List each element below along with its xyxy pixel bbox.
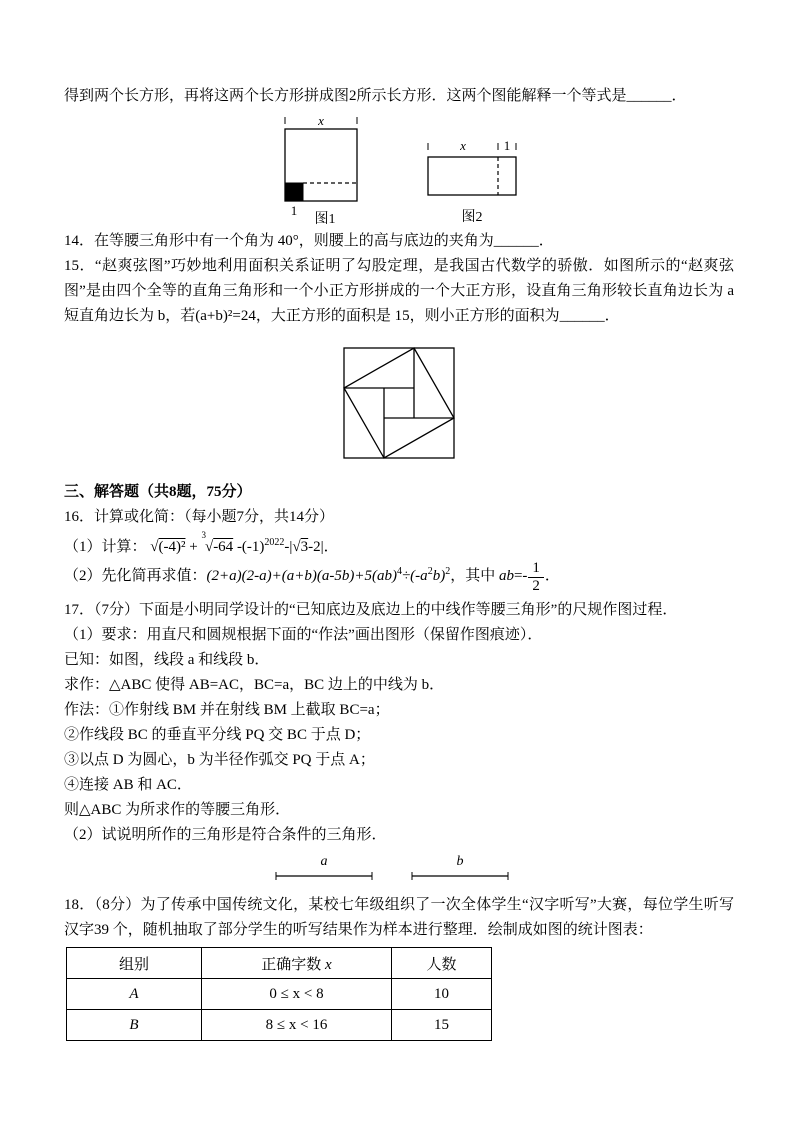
cube-root-radical: $^3$√-64 — [201, 530, 234, 555]
header-range-variable: x — [325, 956, 332, 973]
exponent-4: 4 — [396, 566, 402, 577]
fig2-x-label: x — [460, 138, 466, 153]
fraction-one-half: $\frac{1}{2}$ — [528, 561, 544, 594]
cell-count-b: 15 — [392, 1010, 492, 1041]
figure-2-caption: 图2 — [461, 210, 483, 225]
table-header-row — [67, 948, 492, 979]
figure-2-diagram — [418, 137, 523, 225]
exponent-2022: 2022 — [264, 537, 285, 548]
sqrt-radical-1: √(-4)² — [150, 539, 186, 555]
q17-line-4: 求作：△ABC 使得 AB=AC，BC=a，BC 边上的中线为 b． — [64, 677, 445, 693]
expr-middle: -(-1) — [236, 539, 265, 555]
figure-1-diagram — [275, 113, 370, 225]
expr-end: -2|． — [308, 539, 339, 555]
fig1-x-label: x — [318, 113, 324, 128]
fig2-1-label: 1 — [503, 138, 511, 153]
question-14-text: 14．在等腰三角形中有一个角为 40°，则腰上的高与底边的夹角为______． — [64, 233, 554, 249]
q17-line-10: （2）试说明所作的三角形是符合条件的三角形． — [64, 827, 387, 843]
segment-a-label: a — [320, 854, 328, 869]
q16-part2-label: （2）先化简再求值： — [64, 568, 207, 584]
cell-range-a: 0 ≤ x < 8 — [202, 979, 392, 1010]
q17-line-9: 则△ABC 为所求作的等腰三角形． — [64, 802, 291, 818]
question-15-text: 15．“赵爽弦图”巧妙地利用面积关系证明了勾股定理，是我国古代数学的骄傲．如图所示的“赵爽弦图”是由四个全等的直角三角形和一个小正方形拼成的一个大正方形，设直角三角形较长直角边长为 a 短直角边长为 b，若(a+b)²=24，大正方形的面积是 15，则小正方形的面积为______． — [64, 258, 734, 324]
fig1-1-label: 1 — [290, 203, 298, 218]
figure-1-caption: 图1 — [314, 212, 336, 225]
sqrt-radical-3: √3 — [292, 539, 309, 555]
q17-line-5: 作法：①作射线 BM 并在射线 BM 上截取 BC=a； — [64, 702, 390, 718]
ab-variable: ab — [498, 568, 514, 584]
question-16-intro: 16．计算或化简：（每小题7分，共14分） — [64, 509, 335, 525]
figures-1-and-2 — [64, 113, 734, 225]
zhao-shuang-diagram — [333, 337, 465, 469]
segment-b-label: b — [456, 854, 464, 869]
exponent-2a: 2 — [427, 566, 433, 577]
header-count: 人数 — [392, 948, 492, 979]
exponent-2b: 2 — [445, 566, 451, 577]
statistics-table — [66, 947, 492, 1041]
q17-line-2: （1）要求：用直尺和圆规根据下面的“作法”画出图形（保留作图痕迹）． — [64, 627, 543, 643]
question-18-text: 18．（8分）为了传承中国传统文化，某校七年级组织了一次全体学生“汉字听写”大赛，每位学生听写汉字39 个，随机抽取了部分学生的听写结果作为样本进行整理．绘制成如图的统计图表： — [64, 897, 734, 938]
q16-part1-label: （1）计算： — [64, 539, 147, 555]
q17-line-3: 已知：如图，线段 a 和线段 b． — [64, 652, 270, 668]
cell-group-b: B — [67, 1010, 202, 1041]
q17-line-6: ②作线段 BC 的垂直平分线 PQ 交 BC 于点 D； — [64, 727, 371, 743]
q16-part2-expression: （2）先化简再求值：$(2+a)(2-a)+(a+b)(a-5b)+5(ab)^4\div(-a^2b)^2$，其中 ab=- $\frac{1}{2}$ ． — [64, 560, 560, 594]
q16-part1-expression: （1）计算： √(-4)² + $^3$√-64 $-(-1)^{2022}-|√3-2|$． — [64, 530, 339, 555]
section-3-heading: 三、解答题（共8题，75分） — [64, 484, 252, 500]
table-row — [67, 979, 492, 1010]
header-range: 正确字数 x — [202, 948, 392, 979]
q17-line-7: ③以点 D 为圆心，b 为半径作弧交 PQ 于点 A； — [64, 752, 375, 768]
cell-range-b: 8 ≤ x < 16 — [202, 1010, 392, 1041]
plus-operator: + — [189, 539, 198, 555]
cell-group-a: A — [67, 979, 202, 1010]
q17-line-8: ④连接 AB 和 AC． — [64, 777, 192, 793]
zhao-shuang-diagram-wrap — [64, 337, 734, 474]
cell-count-a: 10 — [392, 979, 492, 1010]
table-row — [67, 1010, 492, 1041]
header-group: 组别 — [67, 948, 202, 979]
question-13-continuation-text: 得到两个长方形，再将这两个长方形拼成图2所示长方形．这两个图能解释一个等式是______． — [64, 88, 687, 104]
segments-a-b-figure — [64, 852, 734, 889]
q17-line-1: 17．（7分）下面是小明同学设计的“已知底边及底边上的中线作等腰三角形”的尺规作图过程． — [64, 602, 678, 618]
